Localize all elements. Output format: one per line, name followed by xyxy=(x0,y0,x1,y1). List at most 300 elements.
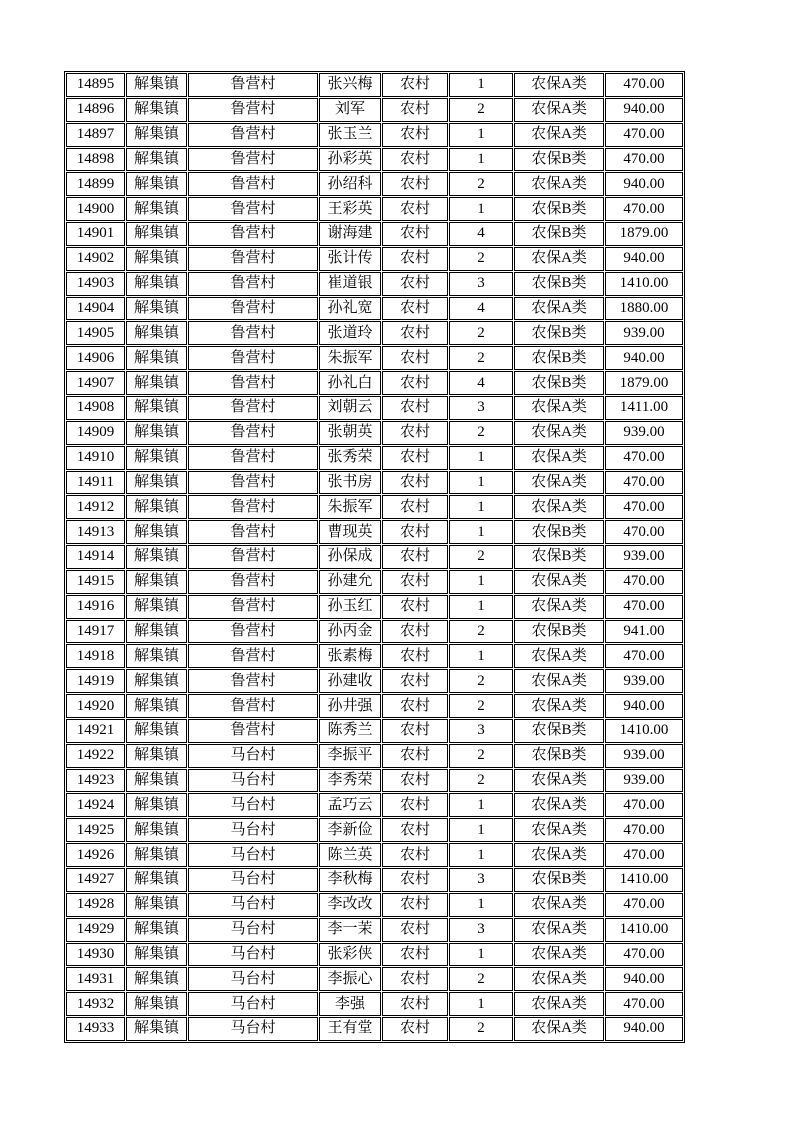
person-count-cell: 1 xyxy=(449,471,513,495)
amount-cell: 939.00 xyxy=(605,769,683,793)
amount-cell: 470.00 xyxy=(605,446,683,470)
record-id-cell: 14920 xyxy=(66,694,125,718)
town-cell: 解集镇 xyxy=(126,247,187,271)
village-cell: 鲁营村 xyxy=(188,98,318,122)
town-cell: 解集镇 xyxy=(126,893,187,917)
person-count-cell: 2 xyxy=(449,545,513,569)
town-cell: 解集镇 xyxy=(126,446,187,470)
village-cell: 马台村 xyxy=(188,967,318,991)
town-cell: 解集镇 xyxy=(126,570,187,594)
table-row xyxy=(66,943,683,967)
record-id-cell: 14903 xyxy=(66,272,125,296)
amount-cell: 1410.00 xyxy=(605,272,683,296)
town-cell: 解集镇 xyxy=(126,595,187,619)
household-type-cell: 农村 xyxy=(382,545,448,569)
amount-cell: 470.00 xyxy=(605,520,683,544)
household-type-cell: 农村 xyxy=(382,371,448,395)
person-name-cell: 张彩侠 xyxy=(319,943,381,967)
town-cell: 解集镇 xyxy=(126,868,187,892)
person-count-cell: 1 xyxy=(449,446,513,470)
household-type-cell: 农村 xyxy=(382,719,448,743)
person-count-cell: 2 xyxy=(449,321,513,345)
table-row xyxy=(66,893,683,917)
person-name-cell: 孙保成 xyxy=(319,545,381,569)
amount-cell: 470.00 xyxy=(605,992,683,1016)
beneficiary-table xyxy=(64,71,685,1043)
household-type-cell: 农村 xyxy=(382,943,448,967)
record-id-cell: 14912 xyxy=(66,495,125,519)
table-body xyxy=(66,73,683,1041)
person-count-cell: 1 xyxy=(449,644,513,668)
person-count-cell: 3 xyxy=(449,719,513,743)
record-id-cell: 14928 xyxy=(66,893,125,917)
record-id-cell: 14905 xyxy=(66,321,125,345)
person-name-cell: 孙建收 xyxy=(319,669,381,693)
amount-cell: 940.00 xyxy=(605,967,683,991)
insurance-category-cell: 农保A类 xyxy=(514,570,604,594)
table-row xyxy=(66,247,683,271)
insurance-category-cell: 农保A类 xyxy=(514,1017,604,1041)
table-row xyxy=(66,595,683,619)
town-cell: 解集镇 xyxy=(126,918,187,942)
village-cell: 马台村 xyxy=(188,943,318,967)
town-cell: 解集镇 xyxy=(126,148,187,172)
table-row xyxy=(66,769,683,793)
household-type-cell: 农村 xyxy=(382,893,448,917)
village-cell: 鲁营村 xyxy=(188,346,318,370)
village-cell: 鲁营村 xyxy=(188,545,318,569)
insurance-category-cell: 农保A类 xyxy=(514,471,604,495)
record-id-cell: 14921 xyxy=(66,719,125,743)
amount-cell: 939.00 xyxy=(605,669,683,693)
table-row xyxy=(66,446,683,470)
insurance-category-cell: 农保A类 xyxy=(514,495,604,519)
household-type-cell: 农村 xyxy=(382,520,448,544)
person-name-cell: 陈兰英 xyxy=(319,843,381,867)
village-cell: 鲁营村 xyxy=(188,595,318,619)
amount-cell: 470.00 xyxy=(605,644,683,668)
insurance-category-cell: 农保A类 xyxy=(514,172,604,196)
record-id-cell: 14898 xyxy=(66,148,125,172)
person-count-cell: 1 xyxy=(449,943,513,967)
household-type-cell: 农村 xyxy=(382,644,448,668)
household-type-cell: 农村 xyxy=(382,73,448,97)
village-cell: 鲁营村 xyxy=(188,694,318,718)
household-type-cell: 农村 xyxy=(382,471,448,495)
person-name-cell: 朱振军 xyxy=(319,495,381,519)
person-name-cell: 刘朝云 xyxy=(319,396,381,420)
town-cell: 解集镇 xyxy=(126,197,187,221)
insurance-category-cell: 农保A类 xyxy=(514,297,604,321)
town-cell: 解集镇 xyxy=(126,495,187,519)
town-cell: 解集镇 xyxy=(126,421,187,445)
person-count-cell: 1 xyxy=(449,520,513,544)
village-cell: 鲁营村 xyxy=(188,520,318,544)
person-count-cell: 2 xyxy=(449,346,513,370)
amount-cell: 1410.00 xyxy=(605,719,683,743)
household-type-cell: 农村 xyxy=(382,769,448,793)
insurance-category-cell: 农保B类 xyxy=(514,272,604,296)
village-cell: 鲁营村 xyxy=(188,669,318,693)
record-id-cell: 14922 xyxy=(66,744,125,768)
village-cell: 马台村 xyxy=(188,744,318,768)
person-count-cell: 2 xyxy=(449,1017,513,1041)
person-name-cell: 孙礼白 xyxy=(319,371,381,395)
person-name-cell: 刘军 xyxy=(319,98,381,122)
household-type-cell: 农村 xyxy=(382,843,448,867)
table-row xyxy=(66,172,683,196)
town-cell: 解集镇 xyxy=(126,769,187,793)
amount-cell: 1411.00 xyxy=(605,396,683,420)
village-cell: 马台村 xyxy=(188,818,318,842)
record-id-cell: 14908 xyxy=(66,396,125,420)
insurance-category-cell: 农保B类 xyxy=(514,520,604,544)
person-name-cell: 张书房 xyxy=(319,471,381,495)
person-name-cell: 孙井强 xyxy=(319,694,381,718)
person-name-cell: 崔道银 xyxy=(319,272,381,296)
household-type-cell: 农村 xyxy=(382,446,448,470)
town-cell: 解集镇 xyxy=(126,967,187,991)
village-cell: 鲁营村 xyxy=(188,471,318,495)
table-row xyxy=(66,98,683,122)
amount-cell: 940.00 xyxy=(605,247,683,271)
person-count-cell: 1 xyxy=(449,197,513,221)
amount-cell: 470.00 xyxy=(605,595,683,619)
amount-cell: 940.00 xyxy=(605,694,683,718)
person-name-cell: 孙丙金 xyxy=(319,620,381,644)
person-name-cell: 张秀荣 xyxy=(319,446,381,470)
insurance-category-cell: 农保A类 xyxy=(514,421,604,445)
table-row xyxy=(66,669,683,693)
amount-cell: 470.00 xyxy=(605,943,683,967)
table-row xyxy=(66,471,683,495)
household-type-cell: 农村 xyxy=(382,272,448,296)
insurance-category-cell: 农保A类 xyxy=(514,793,604,817)
village-cell: 马台村 xyxy=(188,793,318,817)
person-count-cell: 1 xyxy=(449,570,513,594)
insurance-category-cell: 农保A类 xyxy=(514,918,604,942)
town-cell: 解集镇 xyxy=(126,943,187,967)
insurance-category-cell: 农保A类 xyxy=(514,669,604,693)
table-row xyxy=(66,744,683,768)
insurance-category-cell: 农保A类 xyxy=(514,893,604,917)
person-name-cell: 李秀荣 xyxy=(319,769,381,793)
household-type-cell: 农村 xyxy=(382,98,448,122)
village-cell: 马台村 xyxy=(188,893,318,917)
insurance-category-cell: 农保A类 xyxy=(514,992,604,1016)
household-type-cell: 农村 xyxy=(382,1017,448,1041)
household-type-cell: 农村 xyxy=(382,595,448,619)
amount-cell: 940.00 xyxy=(605,346,683,370)
town-cell: 解集镇 xyxy=(126,545,187,569)
table-row xyxy=(66,818,683,842)
table-row xyxy=(66,148,683,172)
village-cell: 鲁营村 xyxy=(188,644,318,668)
person-name-cell: 陈秀兰 xyxy=(319,719,381,743)
amount-cell: 470.00 xyxy=(605,893,683,917)
insurance-category-cell: 农保B类 xyxy=(514,197,604,221)
household-type-cell: 农村 xyxy=(382,421,448,445)
person-count-cell: 1 xyxy=(449,73,513,97)
person-count-cell: 4 xyxy=(449,297,513,321)
town-cell: 解集镇 xyxy=(126,793,187,817)
amount-cell: 470.00 xyxy=(605,148,683,172)
household-type-cell: 农村 xyxy=(382,992,448,1016)
town-cell: 解集镇 xyxy=(126,73,187,97)
person-count-cell: 2 xyxy=(449,98,513,122)
amount-cell: 939.00 xyxy=(605,321,683,345)
record-id-cell: 14927 xyxy=(66,868,125,892)
insurance-category-cell: 农保B类 xyxy=(514,620,604,644)
table-row xyxy=(66,992,683,1016)
table-row xyxy=(66,694,683,718)
village-cell: 鲁营村 xyxy=(188,297,318,321)
amount-cell: 470.00 xyxy=(605,471,683,495)
household-type-cell: 农村 xyxy=(382,620,448,644)
town-cell: 解集镇 xyxy=(126,371,187,395)
household-type-cell: 农村 xyxy=(382,396,448,420)
insurance-category-cell: 农保B类 xyxy=(514,545,604,569)
insurance-category-cell: 农保A类 xyxy=(514,247,604,271)
village-cell: 鲁营村 xyxy=(188,197,318,221)
insurance-category-cell: 农保A类 xyxy=(514,446,604,470)
table-row xyxy=(66,222,683,246)
town-cell: 解集镇 xyxy=(126,172,187,196)
record-id-cell: 14917 xyxy=(66,620,125,644)
town-cell: 解集镇 xyxy=(126,818,187,842)
insurance-category-cell: 农保A类 xyxy=(514,943,604,967)
insurance-category-cell: 农保A类 xyxy=(514,694,604,718)
record-id-cell: 14925 xyxy=(66,818,125,842)
person-count-cell: 1 xyxy=(449,992,513,1016)
household-type-cell: 农村 xyxy=(382,123,448,147)
person-name-cell: 曹现英 xyxy=(319,520,381,544)
household-type-cell: 农村 xyxy=(382,148,448,172)
town-cell: 解集镇 xyxy=(126,620,187,644)
person-count-cell: 1 xyxy=(449,843,513,867)
person-count-cell: 2 xyxy=(449,967,513,991)
record-id-cell: 14916 xyxy=(66,595,125,619)
village-cell: 鲁营村 xyxy=(188,371,318,395)
table-row xyxy=(66,520,683,544)
person-name-cell: 王彩英 xyxy=(319,197,381,221)
table-row xyxy=(66,644,683,668)
town-cell: 解集镇 xyxy=(126,346,187,370)
amount-cell: 470.00 xyxy=(605,570,683,594)
insurance-category-cell: 农保B类 xyxy=(514,346,604,370)
village-cell: 马台村 xyxy=(188,1017,318,1041)
record-id-cell: 14915 xyxy=(66,570,125,594)
record-id-cell: 14900 xyxy=(66,197,125,221)
town-cell: 解集镇 xyxy=(126,744,187,768)
village-cell: 鲁营村 xyxy=(188,321,318,345)
table-row xyxy=(66,73,683,97)
record-id-cell: 14897 xyxy=(66,123,125,147)
person-name-cell: 孙绍科 xyxy=(319,172,381,196)
village-cell: 鲁营村 xyxy=(188,123,318,147)
person-name-cell: 李秋梅 xyxy=(319,868,381,892)
amount-cell: 941.00 xyxy=(605,620,683,644)
amount-cell: 940.00 xyxy=(605,1017,683,1041)
insurance-category-cell: 农保B类 xyxy=(514,868,604,892)
town-cell: 解集镇 xyxy=(126,272,187,296)
person-count-cell: 1 xyxy=(449,818,513,842)
town-cell: 解集镇 xyxy=(126,98,187,122)
person-name-cell: 李新俭 xyxy=(319,818,381,842)
record-id-cell: 14919 xyxy=(66,669,125,693)
household-type-cell: 农村 xyxy=(382,669,448,693)
insurance-category-cell: 农保B类 xyxy=(514,744,604,768)
household-type-cell: 农村 xyxy=(382,495,448,519)
person-count-cell: 3 xyxy=(449,272,513,296)
amount-cell: 1410.00 xyxy=(605,868,683,892)
household-type-cell: 农村 xyxy=(382,967,448,991)
record-id-cell: 14931 xyxy=(66,967,125,991)
insurance-category-cell: 农保A类 xyxy=(514,818,604,842)
insurance-category-cell: 农保A类 xyxy=(514,769,604,793)
household-type-cell: 农村 xyxy=(382,918,448,942)
table-row xyxy=(66,1017,683,1041)
person-name-cell: 李振平 xyxy=(319,744,381,768)
household-type-cell: 农村 xyxy=(382,570,448,594)
person-count-cell: 2 xyxy=(449,669,513,693)
amount-cell: 940.00 xyxy=(605,172,683,196)
table-row xyxy=(66,396,683,420)
town-cell: 解集镇 xyxy=(126,644,187,668)
village-cell: 鲁营村 xyxy=(188,570,318,594)
amount-cell: 470.00 xyxy=(605,843,683,867)
insurance-category-cell: 农保A类 xyxy=(514,967,604,991)
household-type-cell: 农村 xyxy=(382,744,448,768)
town-cell: 解集镇 xyxy=(126,321,187,345)
table-row xyxy=(66,321,683,345)
insurance-category-cell: 农保A类 xyxy=(514,644,604,668)
person-name-cell: 孟巧云 xyxy=(319,793,381,817)
record-id-cell: 14923 xyxy=(66,769,125,793)
amount-cell: 1880.00 xyxy=(605,297,683,321)
table-row xyxy=(66,719,683,743)
person-name-cell: 孙礼宽 xyxy=(319,297,381,321)
person-name-cell: 孙玉红 xyxy=(319,595,381,619)
insurance-category-cell: 农保A类 xyxy=(514,123,604,147)
person-name-cell: 张计传 xyxy=(319,247,381,271)
town-cell: 解集镇 xyxy=(126,520,187,544)
person-count-cell: 1 xyxy=(449,495,513,519)
amount-cell: 939.00 xyxy=(605,545,683,569)
table-row xyxy=(66,570,683,594)
insurance-category-cell: 农保B类 xyxy=(514,371,604,395)
insurance-category-cell: 农保A类 xyxy=(514,843,604,867)
amount-cell: 470.00 xyxy=(605,73,683,97)
person-count-cell: 1 xyxy=(449,893,513,917)
person-name-cell: 孙建允 xyxy=(319,570,381,594)
record-id-cell: 14895 xyxy=(66,73,125,97)
insurance-category-cell: 农保B类 xyxy=(514,719,604,743)
village-cell: 鲁营村 xyxy=(188,247,318,271)
table-row xyxy=(66,967,683,991)
record-id-cell: 14924 xyxy=(66,793,125,817)
record-id-cell: 14926 xyxy=(66,843,125,867)
record-id-cell: 14909 xyxy=(66,421,125,445)
person-count-cell: 4 xyxy=(449,222,513,246)
town-cell: 解集镇 xyxy=(126,669,187,693)
person-count-cell: 1 xyxy=(449,595,513,619)
village-cell: 鲁营村 xyxy=(188,446,318,470)
record-id-cell: 14896 xyxy=(66,98,125,122)
town-cell: 解集镇 xyxy=(126,123,187,147)
person-name-cell: 李改改 xyxy=(319,893,381,917)
amount-cell: 940.00 xyxy=(605,98,683,122)
village-cell: 鲁营村 xyxy=(188,73,318,97)
record-id-cell: 14902 xyxy=(66,247,125,271)
person-name-cell: 张素梅 xyxy=(319,644,381,668)
insurance-category-cell: 农保A类 xyxy=(514,595,604,619)
record-id-cell: 14899 xyxy=(66,172,125,196)
table-row xyxy=(66,197,683,221)
town-cell: 解集镇 xyxy=(126,843,187,867)
amount-cell: 1879.00 xyxy=(605,371,683,395)
person-name-cell: 张朝英 xyxy=(319,421,381,445)
town-cell: 解集镇 xyxy=(126,396,187,420)
amount-cell: 470.00 xyxy=(605,818,683,842)
person-name-cell: 王有堂 xyxy=(319,1017,381,1041)
person-count-cell: 2 xyxy=(449,620,513,644)
person-count-cell: 1 xyxy=(449,793,513,817)
village-cell: 马台村 xyxy=(188,868,318,892)
record-id-cell: 14914 xyxy=(66,545,125,569)
person-name-cell: 张兴梅 xyxy=(319,73,381,97)
record-id-cell: 14901 xyxy=(66,222,125,246)
person-count-cell: 1 xyxy=(449,148,513,172)
person-name-cell: 李强 xyxy=(319,992,381,1016)
table-row xyxy=(66,868,683,892)
record-id-cell: 14913 xyxy=(66,520,125,544)
person-count-cell: 2 xyxy=(449,247,513,271)
table-row xyxy=(66,843,683,867)
record-id-cell: 14911 xyxy=(66,471,125,495)
person-name-cell: 谢海建 xyxy=(319,222,381,246)
household-type-cell: 农村 xyxy=(382,222,448,246)
person-count-cell: 1 xyxy=(449,123,513,147)
insurance-category-cell: 农保B类 xyxy=(514,148,604,172)
record-id-cell: 14918 xyxy=(66,644,125,668)
amount-cell: 939.00 xyxy=(605,744,683,768)
amount-cell: 470.00 xyxy=(605,197,683,221)
household-type-cell: 农村 xyxy=(382,297,448,321)
person-name-cell: 李振心 xyxy=(319,967,381,991)
person-name-cell: 张玉兰 xyxy=(319,123,381,147)
town-cell: 解集镇 xyxy=(126,471,187,495)
person-count-cell: 2 xyxy=(449,172,513,196)
record-id-cell: 14929 xyxy=(66,918,125,942)
table-row xyxy=(66,495,683,519)
town-cell: 解集镇 xyxy=(126,297,187,321)
village-cell: 鲁营村 xyxy=(188,396,318,420)
record-id-cell: 14910 xyxy=(66,446,125,470)
record-id-cell: 14930 xyxy=(66,943,125,967)
town-cell: 解集镇 xyxy=(126,1017,187,1041)
household-type-cell: 农村 xyxy=(382,793,448,817)
table-row xyxy=(66,272,683,296)
town-cell: 解集镇 xyxy=(126,992,187,1016)
insurance-category-cell: 农保A类 xyxy=(514,396,604,420)
record-id-cell: 14906 xyxy=(66,346,125,370)
village-cell: 鲁营村 xyxy=(188,495,318,519)
table-row xyxy=(66,620,683,644)
record-id-cell: 14932 xyxy=(66,992,125,1016)
record-id-cell: 14904 xyxy=(66,297,125,321)
village-cell: 鲁营村 xyxy=(188,719,318,743)
